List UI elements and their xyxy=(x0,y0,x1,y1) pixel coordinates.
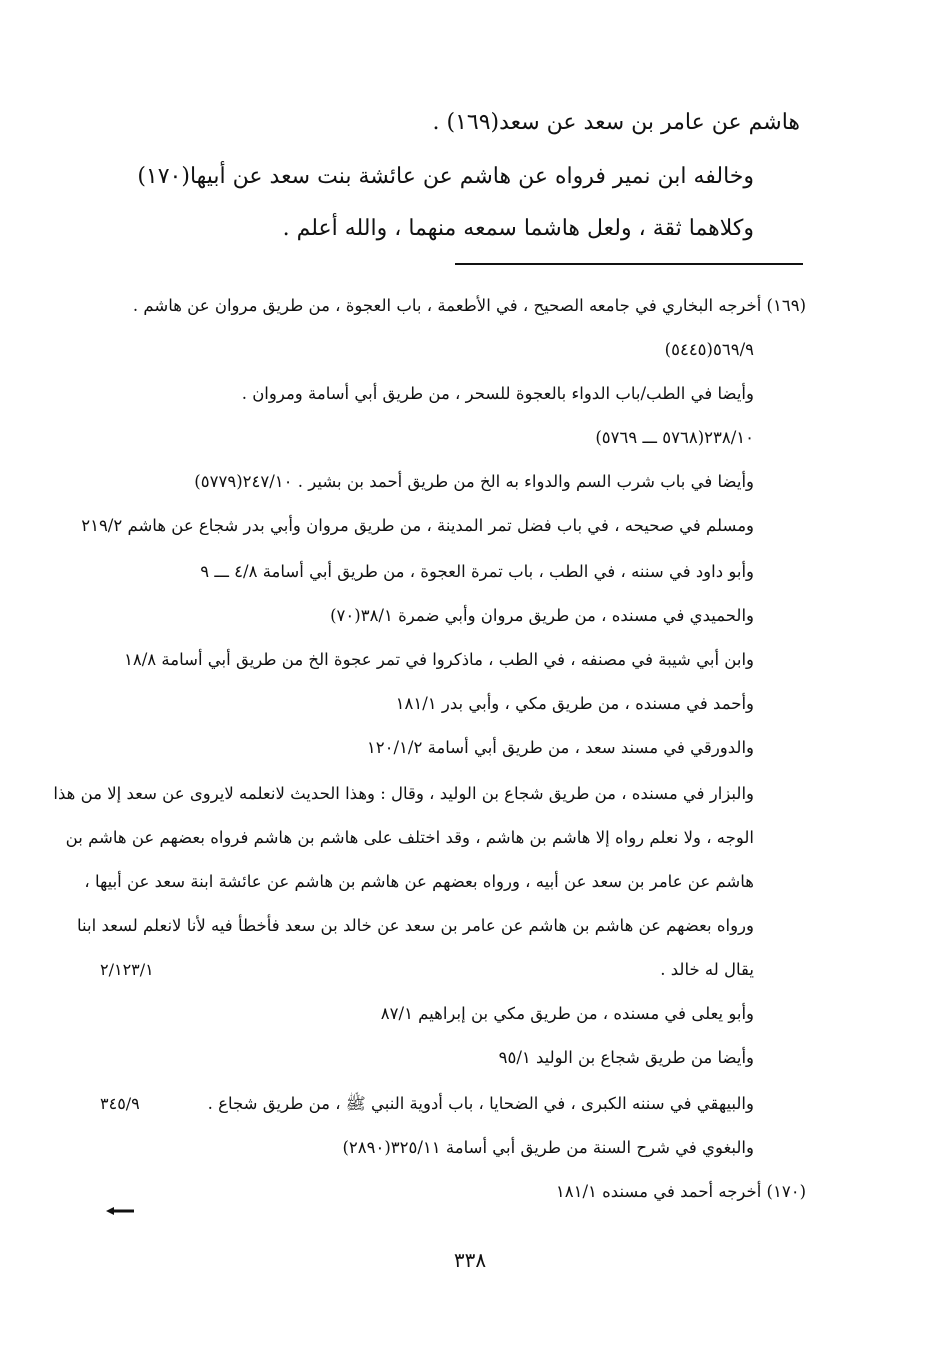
footnote-line: وأيضا في الطب/باب الدواء بالعجوة للسحر ، من طريق أبي أسامة ومروان . xyxy=(241,384,754,403)
footnote-line: وأيضا من طريق شجاع بن الوليد ٩٥/١ xyxy=(498,1048,754,1067)
footnote-line: وأبو داود في سننه ، في الطب ، باب تمرة العجوة ، من طريق أبي أسامة ٤/٨ ـــ ٩ xyxy=(200,562,754,581)
page-number: ٣٣٨ xyxy=(453,1248,487,1272)
footnote-line: والبزار في مسنده ، من طريق شجاع بن الوليد ، وقال : وهذا الحديث لانعلمه لايروى عن سعد إلا من هذا xyxy=(53,784,754,803)
main-text-line-1: هاشم عن عامر بن سعد عن سعد(١٦٩) . xyxy=(432,110,800,135)
main-text-line-2: وخالفه ابن نمير فرواه عن هاشم عن عائشة بنت سعد عن أبيها(١٧٠) xyxy=(137,164,754,189)
continuation-arrow-icon xyxy=(106,1206,134,1216)
footnote-line: ورواه بعضهم عن هاشم بن هاشم عن عامر بن سعد عن خالد بن سعد فأخطأ فيه لأنا لانعلم لسعد ابنا xyxy=(77,916,754,935)
footnote-line: وأحمد في مسنده ، من طريق مكي ، وأبي بدر ١٨١/١ xyxy=(395,694,754,713)
footnote-line: والبيهقي في سننه الكبرى ، في الضحايا ، باب أدوية النبي ﷺ ، من طريق شجاع . xyxy=(207,1094,754,1113)
margin-reference: ٢/١٢٣/١ xyxy=(100,960,154,979)
footnote-line: ٢٣٨/١٠(٥٧٦٨ ـــ ٥٧٦٩) xyxy=(595,428,754,447)
footnote-line: ومسلم في صحيحه ، في باب فضل تمر المدينة ، من طريق مروان وأبي بدر شجاع عن هاشم ٢١٩/٢ xyxy=(81,516,754,535)
footnote-line: (١٧٠) أخرجه أحمد في مسنده ١٨١/١ xyxy=(555,1182,806,1201)
footnote-line: الوجه ، ولا نعلم رواه إلا هاشم بن هاشم ، وقد اختلف على هاشم بن هاشم فرواه بعضهم عن هاشم بن xyxy=(65,828,754,847)
main-text-line-3: وكلاهما ثقة ، ولعل هاشما سمعه منهما ، والله أعلم . xyxy=(282,216,754,241)
footnote-line: ٥٦٩/٩(٥٤٤٥) xyxy=(664,340,754,359)
footnote-divider xyxy=(455,263,803,265)
footnote-line: والحميدي في مسنده ، من طريق مروان وأبي ضمرة ٣٨/١(٧٠) xyxy=(330,606,754,625)
footnote-line: هاشم عن عامر بن سعد عن أبيه ، ورواه بعضهم عن هاشم بن هاشم عن عائشة ابنة سعد عن أبيها ، xyxy=(84,872,754,891)
footnote-line: يقال له خالد . xyxy=(660,960,754,979)
footnote-line: وابن أبي شيبة في مصنفه ، في الطب ، ماذكروا في تمر عجوة الخ من طريق أبي أسامة ١٨/٨ xyxy=(124,650,754,669)
footnote-line: والدورقي في مسند سعد ، من طريق أبي أسامة ١٢٠/١/٢ xyxy=(366,738,754,757)
footnote-line: وأبو يعلى في مسنده ، من طريق مكي بن إبراهيم ٨٧/١ xyxy=(380,1004,754,1023)
footnote-line: وأيضا في باب شرب السم والدواء به الخ من طريق أحمد بن بشير . ٢٤٧/١٠(٥٧٧٩) xyxy=(194,472,754,491)
margin-reference: ٣٤٥/٩ xyxy=(100,1094,140,1113)
footnote-line: والبغوي في شرح السنة من طريق أبي أسامة ٣٢٥/١١(٢٨٩٠) xyxy=(342,1138,754,1157)
footnote-line: (١٦٩) أخرجه البخاري في جامعه الصحيح ، في الأطعمة ، باب العجوة ، من طريق مروان عن هاشم . xyxy=(132,296,806,315)
